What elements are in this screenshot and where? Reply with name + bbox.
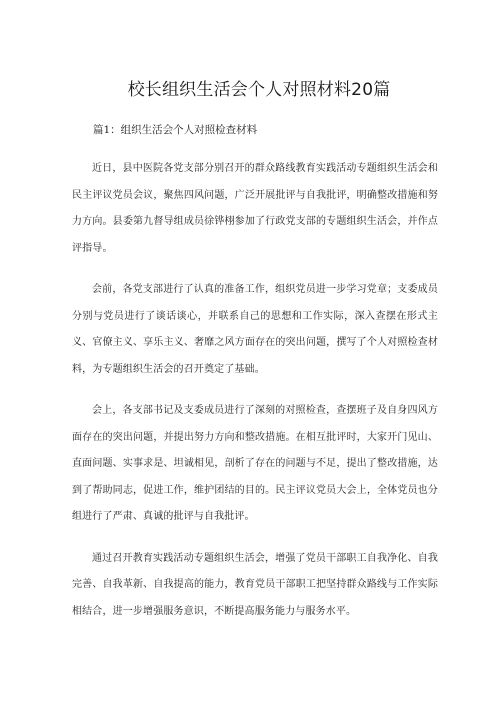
paragraph-2: 会前，各党支部进行了认真的准备工作，组织党员进一步学习党章；支委成员分别与党员进行了谈话谈心，并联系自己的思想和工作实际，深入查摆在形式主义、官僚主义、享乐主义、奢靡之风方面存在的突出问题，撰写了个人对照检查材料，为专题组织生活会的召开奠定了基础。	[72, 284, 438, 375]
paragraph-3: 会上，各支部书记及支委成员进行了深刻的对照检查，查摆班子及自身四风方面存在的突出问题，并提出努力方向和整改措施。在相互批评时，大家开门见山、直面问题、实事求是、坦诚相见，剖析了存在的问题与不足，提出了整改措施，达到了帮助同志，促进工作，维护团结的目的。民主评议党员大会上，全体党员也分组进行了严肃、真诚的批评与自我批评。	[72, 405, 438, 522]
document-title: 校长组织生活会个人对照材料20篇	[127, 80, 391, 100]
paragraph-1: 近日，县中医院各党支部分别召开的群众路线教育实践活动专题组织生活会和民主评议党员会议，聚焦四风问题，广泛开展批评与自我批评，明确整改措施和努力方向。县委第九督导组成员徐铧栩参加了行政党支部的专题组织生活会，并作点评指导。	[72, 163, 438, 254]
paragraph-4: 通过召开教育实践活动专题组织生活会，增强了党员干部职工自我净化、自我完善、自我革新、自我提高的能力，教育党员干部职工把坚持群众路线与工作实际相结合，进一步增强服务意识，不断提高服务能力与服务水平。	[72, 552, 438, 617]
section-heading: 篇1：组织生活会个人对照检查材料	[93, 124, 258, 136]
